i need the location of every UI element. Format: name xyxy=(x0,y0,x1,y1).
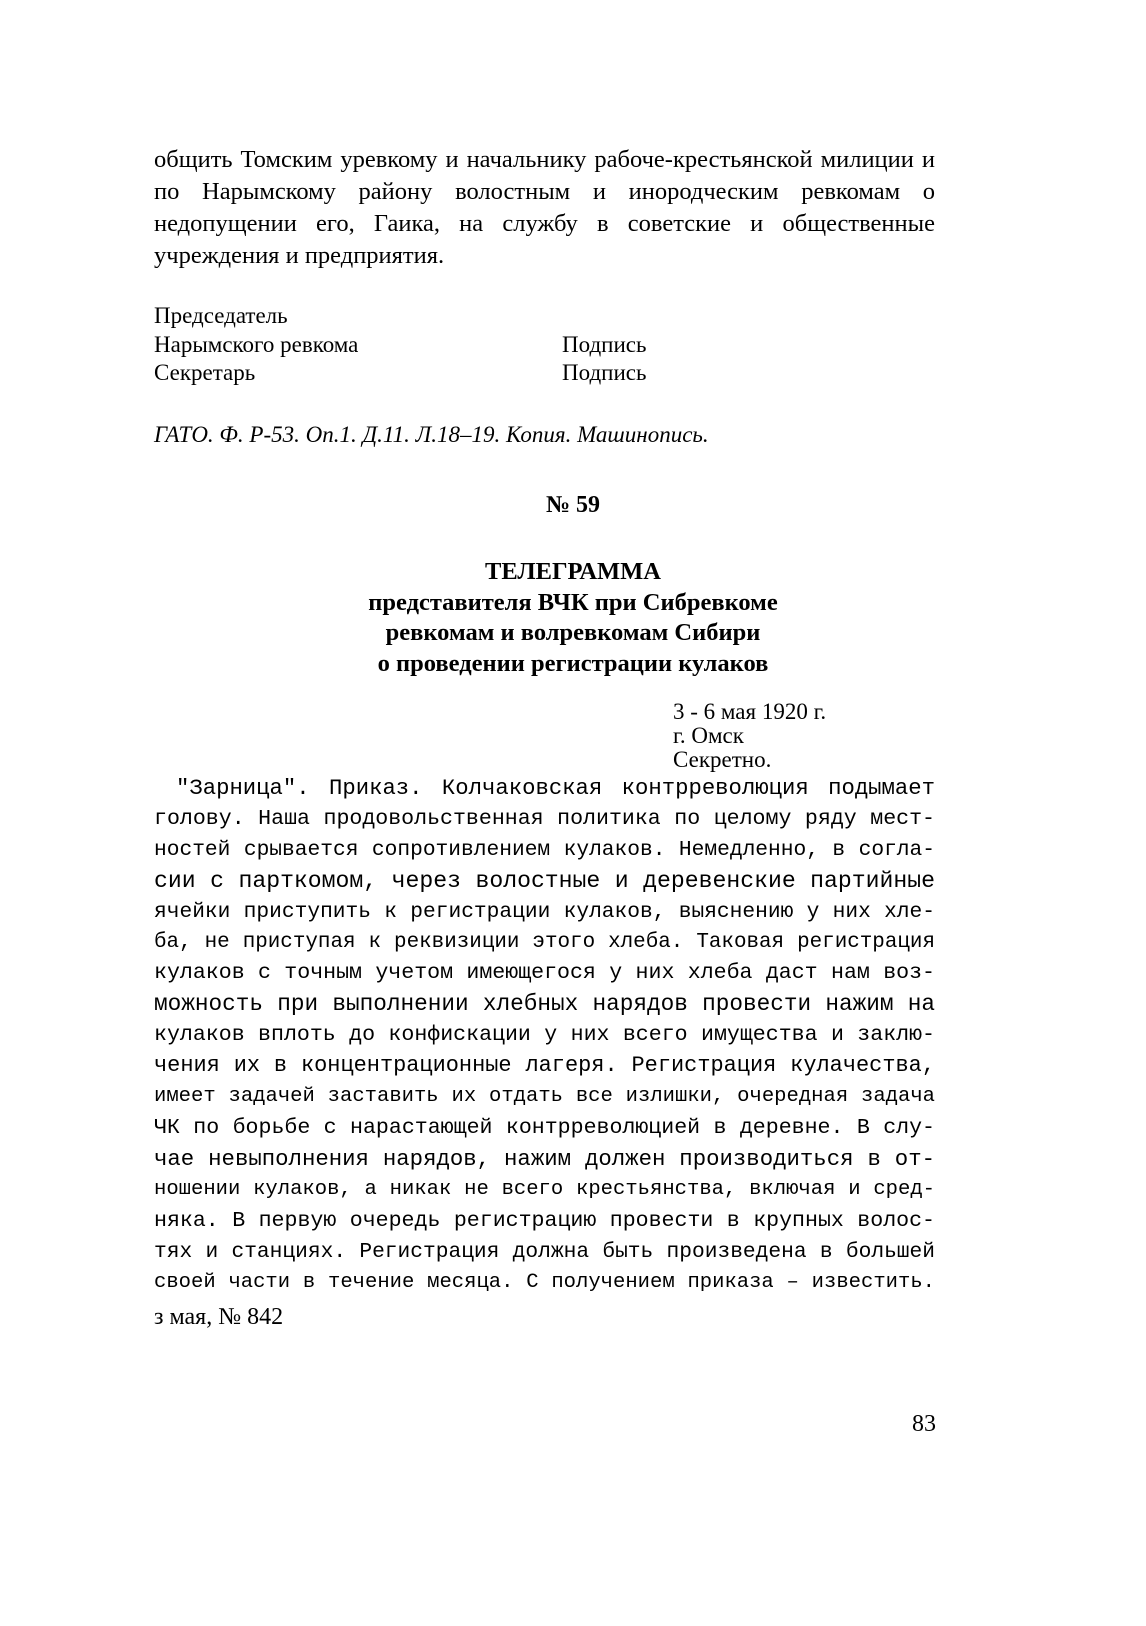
telegram-text xyxy=(154,773,935,1298)
signature-row xyxy=(154,359,754,388)
telegram-line: сии с парткомом, через волостные и деревенские партийные xyxy=(154,867,935,894)
heading-line: о проведении регистрации кулаков xyxy=(377,649,769,677)
signature-row xyxy=(154,331,754,360)
telegram-line: кулаков с точным учетом имеющегося у них хлеба даст нам воз- xyxy=(154,961,935,986)
heading-line: ревкомам и волревкомам Сибири xyxy=(385,619,761,646)
signature-value: Подпись xyxy=(562,360,647,385)
signature-row xyxy=(154,302,754,331)
signature-role: Нарымского ревкома xyxy=(154,331,359,357)
signature-role: Секретарь xyxy=(154,360,256,385)
telegram-line: можность при выполнении хлебных нарядов провести нажим на xyxy=(154,991,935,1018)
page-number: 83 xyxy=(912,1411,936,1437)
document-date: 3 - 6 мая 1920 г. xyxy=(673,699,827,724)
telegram-line: ЧК по борьбе с нарастающей контрреволюцией в деревне. В слу- xyxy=(154,1115,935,1140)
document-heading xyxy=(0,557,1146,679)
telegram-line: кулаков вплоть до конфискации у них всего имущества и заклю- xyxy=(154,1023,935,1048)
archive-reference: ГАТО. Ф. Р-53. Оп.1. Д.11. Л.18–19. Копия. Машинопись. xyxy=(154,422,709,447)
telegram-line: няка. В первую очередь регистрацию провести в крупных волос- xyxy=(154,1208,935,1233)
telegram-line: ячейки приступить к регистрации кулаков, выяснению у них хле- xyxy=(154,899,935,924)
signature-role: Председатель xyxy=(154,303,288,328)
heading-line: представителя ВЧК при Сибревкоме xyxy=(368,588,778,616)
heading-line: ТЕЛЕГРАММА xyxy=(484,558,661,585)
telegram-line: чения их в концентрационные лагеря. Регистрация кулачества, xyxy=(154,1053,935,1079)
document-meta xyxy=(673,700,826,772)
telegram-line: "Зарница". Приказ. Колчаковская контрреволюция подымает xyxy=(176,775,935,801)
intro-paragraph: общить Томским уревкому и начальнику рабоче-крестьянской милиции и по Нарымскому району волостным и инородческим ревкомам о недопущении его, Гаика, на службу в советские и общественные учреждения и предприятия. xyxy=(154,146,935,269)
telegram-line: ба, не приступая к реквизиции этого хлеба. Таковая регистрация xyxy=(154,930,935,954)
signature-value: Подпись xyxy=(562,331,647,357)
telegram-line: чае невыполнения нарядов, нажим должен производиться в от- xyxy=(154,1145,935,1172)
telegram-line: тях и станциях. Регистрация должна быть произведена в большей xyxy=(154,1239,935,1264)
signature-block xyxy=(154,302,754,388)
telegram-line: своей части в течение месяца. С получением приказа – известить. xyxy=(154,1270,935,1294)
document-place: г. Омск xyxy=(673,723,744,748)
telegram-closing: з мая, № 842 xyxy=(154,1304,284,1330)
telegram-line: имеет задачей заставить их отдать все излишки, очередная задача xyxy=(154,1085,935,1109)
document-classification: Секретно. xyxy=(673,747,772,772)
document-number: № 59 xyxy=(545,492,601,518)
telegram-line: ностей срывается сопротивлением кулаков. Немедленно, в согла- xyxy=(154,837,935,862)
telegram-line: ношении кулаков, а никак не всего крестьянства, включая и сред- xyxy=(154,1177,935,1201)
telegram-line: голову. Наша продовольственная политика по целому ряду мест- xyxy=(154,806,935,831)
